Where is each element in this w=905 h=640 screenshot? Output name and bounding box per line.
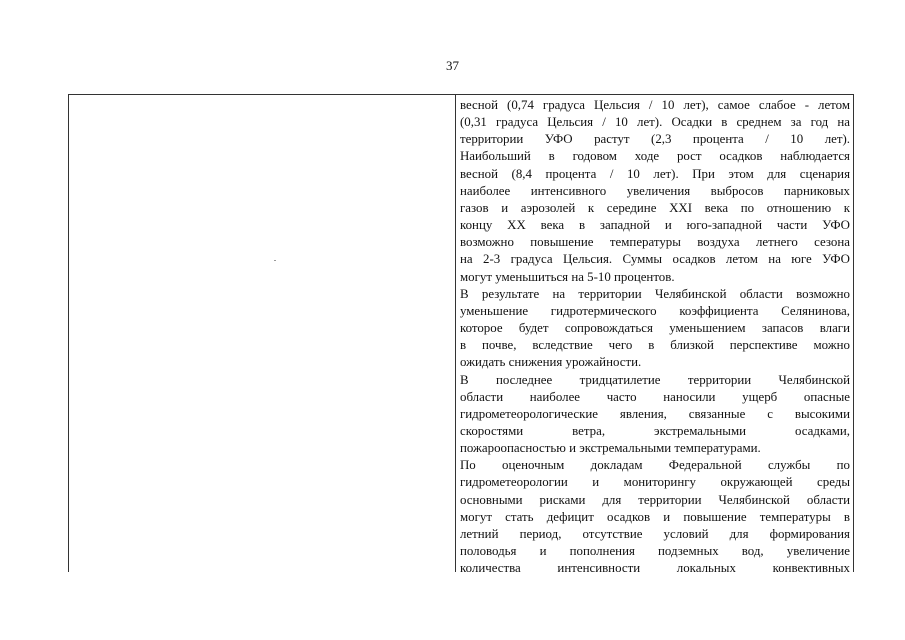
text-line: скоростями ветра, экстремальными осадками, (460, 423, 850, 438)
text-line: уменьшение гидротермического коэффициента Селянинова, (460, 303, 850, 318)
page-number: 37 (446, 58, 459, 73)
document-table (68, 94, 854, 572)
text-line: наиболее интенсивного увеличения выбросов парниковых (460, 183, 850, 198)
paragraph-climate-trends (460, 97, 850, 286)
table-left-column (69, 95, 456, 572)
text-line: количества интенсивности локальных конвективных (460, 561, 850, 572)
text-line: летний период, отсутствие условий для формирования (460, 526, 850, 541)
text-line: весной (8,4 процента / 10 лет). При этом для сценария (460, 166, 850, 181)
text-line: могут уменьшиться на 5-10 процентов. (460, 269, 675, 284)
paragraph-federal-reports (460, 457, 850, 572)
text-line: весной (0,74 градуса Цельсия / 10 лет), самое слабое - летом (460, 98, 850, 112)
scan-speck (274, 260, 276, 261)
text-line: территории УФО растут (2,3 процента / 10 лет). (460, 132, 850, 147)
text-line: пожароопасностью и экстремальными температурами. (460, 441, 761, 456)
text-line: (0,31 градуса Цельсия / 10 лет). Осадки в среднем за год на (460, 115, 850, 130)
text-line: возможно повышение температуры воздуха летнего сезона (460, 235, 850, 250)
paragraph-chelyabinsk-result (460, 286, 850, 372)
text-line: ожидать снижения урожайности. (460, 355, 642, 370)
text-line: могут стать дефицит осадков и повышение температуры в (460, 509, 850, 524)
text-line: гидрометеорологические явления, связанные с высокими (460, 406, 850, 421)
text-line: половодья и пополнения подземных вод, увеличение (460, 544, 850, 559)
text-line: В результате на территории Челябинской области возможно (460, 286, 850, 301)
text-line: которое будет сопровождаться уменьшением запасов влаги (460, 321, 850, 336)
text-line: области наиболее часто наносили ущерб опасные (460, 389, 850, 404)
text-line: гидрометеорологии и мониторингу окружающей среды (460, 475, 850, 490)
text-line: газов и аэрозолей к середине XXI века по отношению к (460, 200, 850, 215)
text-line: основными рисками для территории Челябинской области (460, 492, 850, 507)
text-line: По оценочным докладам Федеральной службы по (460, 458, 850, 473)
paragraph-hazard-events (460, 372, 850, 458)
text-line: В последнее тридцатилетие территории Челябинской (460, 372, 850, 387)
text-line: концу XX века в западной и юго-западной части УФО (460, 218, 850, 233)
text-line: в почве, вследствие чего в близкой перспективе можно (460, 338, 850, 353)
table-right-column (456, 95, 853, 572)
text-line: Наибольший в годовом ходе рост осадков наблюдается (460, 149, 850, 164)
text-line: на 2-3 градуса Цельсия. Суммы осадков летом на юге УФО (460, 252, 850, 267)
